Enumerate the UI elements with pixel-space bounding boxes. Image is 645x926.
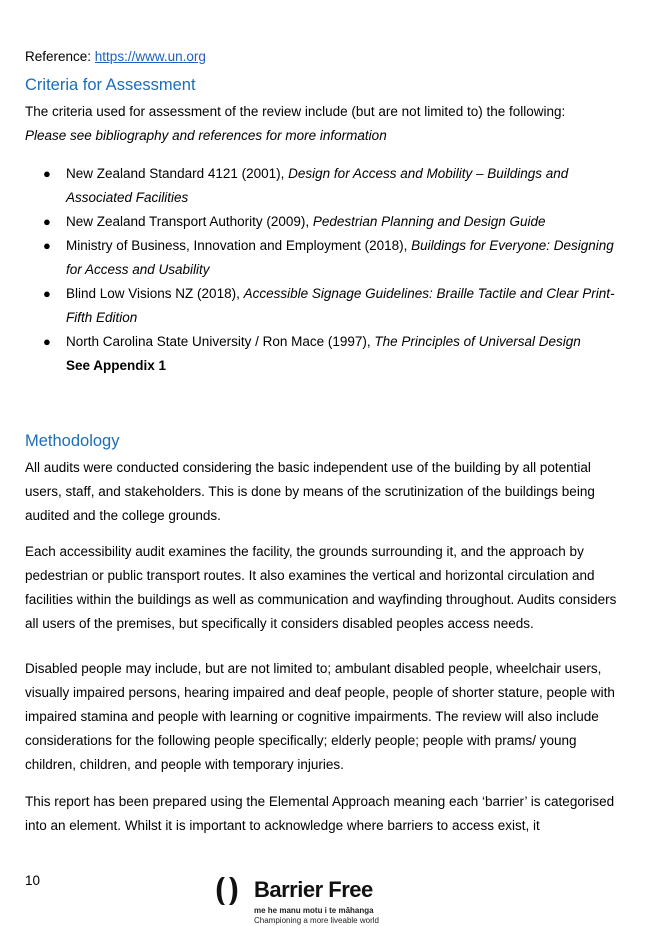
bullet-icon: ● [43, 166, 51, 181]
reference-list [25, 162, 625, 354]
list-item-source: North Carolina State University / Ron Mace (1997), [66, 334, 375, 349]
reference-label: Reference: [25, 49, 95, 64]
reference-link[interactable]: https://www.un.org [94, 49, 206, 64]
list-item-title: Accessible Signage Guidelines: Braille Tactile and Clear Print- Fifth Edition [66, 286, 615, 325]
criteria-note: Please see bibliography and references for more information [25, 128, 387, 143]
methodology-paragraph: Disabled people may include, but are not limited to; ambulant disabled people, wheelchair users, visually impaired persons, hearing impaired and deaf people, people of shorter stature, people with impaired stamina and people with learning or cognitive impairments. The review will also include considerations for the following people specifically; elderly people; people with prams/ young children, children, and people with temporary injuries. [25, 661, 615, 772]
methodology-paragraph: All audits were conducted considering the basic independent use of the building by all potential users, staff, and stakeholders. This is done by means of the scrutinization of the buildings being audited and the college grounds. [25, 460, 595, 523]
list-item-title: Design for Access and Mobility – Buildings and Associated Facilities [66, 166, 569, 205]
list-item-source: Blind Low Visions NZ (2018), [66, 286, 244, 301]
logo-mark-icon [212, 876, 246, 906]
appendix-reference: See Appendix 1 [66, 358, 167, 373]
criteria-heading: Criteria for Assessment [25, 76, 196, 94]
reference-line [25, 47, 206, 66]
list-item [25, 162, 625, 210]
criteria-intro: The criteria used for assessment of the review include (but are not limited to) the following: [25, 104, 566, 119]
list-item [25, 234, 625, 282]
logo-tagline-maori: me he manu motu i te māhanga [254, 906, 374, 915]
list-item [25, 210, 625, 234]
bullet-icon: ● [43, 238, 51, 253]
methodology-paragraph: This report has been prepared using the Elemental Approach meaning each ‘barrier’ is categorised into an element. Whilst it is important to acknowledge where barriers to access exist, it [25, 794, 615, 833]
logo-tagline-english: Championing a more liveable world [254, 916, 379, 925]
list-item-title: Pedestrian Planning and Design Guide [312, 214, 546, 229]
bullet-icon: ● [43, 334, 51, 349]
methodology-heading: Methodology [25, 432, 120, 450]
barrier-free-logo [212, 874, 402, 926]
list-item [25, 282, 625, 330]
bullet-icon: ● [43, 286, 51, 301]
list-item-source: Ministry of Business, Innovation and Employment (2018), [66, 238, 412, 253]
page-number: 10 [25, 873, 41, 888]
list-item-source: New Zealand Standard 4121 (2001), [66, 166, 289, 181]
list-item-title: Buildings for Everyone: Designing for Access and Usability [66, 238, 614, 277]
methodology-paragraph: Each accessibility audit examines the facility, the grounds surrounding it, and the approach by pedestrian or public transport routes. It also examines the vertical and horizontal circulation and facilities within the buildings as well as communication and wayfinding throughout. Audits considers all users of the premises, but specifically it considers disabled peoples access needs. [25, 544, 617, 631]
list-item-source: New Zealand Transport Authority (2009), [66, 214, 313, 229]
list-item-title: The Principles of Universal Design [374, 334, 581, 349]
logo-name: Barrier Free [254, 877, 373, 902]
list-item [25, 330, 625, 354]
bullet-icon: ● [43, 214, 51, 229]
